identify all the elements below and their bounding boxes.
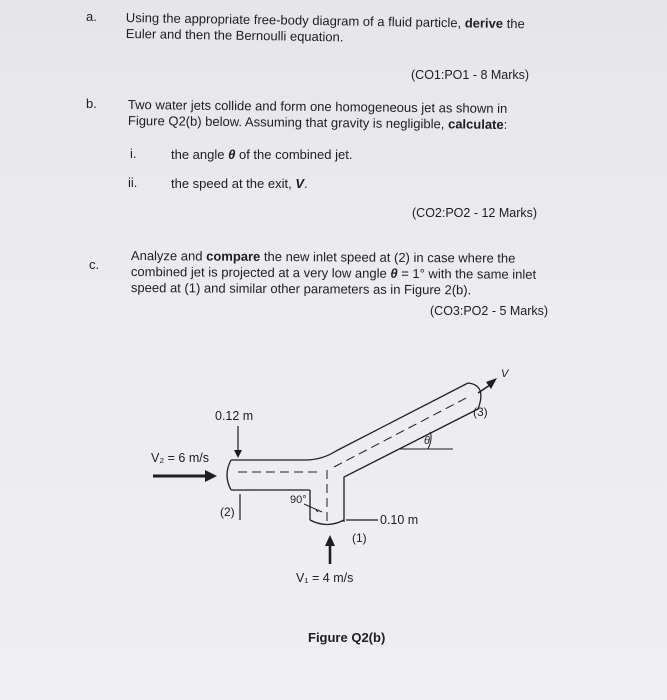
theta-symbol: θ bbox=[228, 147, 236, 162]
question-b-label: b. bbox=[86, 96, 97, 111]
pipe-vertical-right-wall bbox=[344, 409, 478, 522]
question-c-label: c. bbox=[89, 257, 100, 272]
question-a-label: a. bbox=[86, 9, 97, 24]
right-angle-mark bbox=[304, 504, 322, 512]
question-a-marks: (CO1:PO1 - 8 Marks) bbox=[411, 68, 530, 82]
question-a-text-end: the bbox=[502, 15, 525, 32]
question-b-text-end: : bbox=[503, 116, 508, 132]
label-v1: V₁ = 4 m/s bbox=[296, 571, 354, 585]
centerline-outlet bbox=[334, 396, 470, 467]
v1-arrow-head bbox=[325, 535, 335, 546]
question-c-line2-end: = 1° with the same inlet bbox=[397, 265, 537, 282]
label-theta: θ bbox=[424, 435, 430, 447]
question-a-keyword: derive bbox=[464, 15, 504, 31]
item1-text: the angle bbox=[171, 147, 229, 162]
question-c-line3: speed at (1) and similar other parameters as in Figure 2(b). bbox=[130, 280, 472, 298]
item1-text-end: of the combined jet. bbox=[235, 147, 353, 162]
label-inlet-1: (1) bbox=[352, 531, 367, 545]
label-inlet-2: (2) bbox=[220, 505, 235, 519]
pipe-inlet-opening bbox=[227, 460, 231, 490]
theta-symbol-c: θ bbox=[390, 265, 398, 281]
question-b-keyword: calculate bbox=[447, 116, 504, 132]
question-b-marks: (CO2:PO2 - 12 Marks) bbox=[412, 206, 538, 220]
question-b-item1-num: i. bbox=[130, 146, 137, 161]
label-90-deg: 90° bbox=[290, 494, 307, 506]
item2-text-end: . bbox=[303, 176, 308, 191]
question-b-line1: Two water jets collide and form one homogeneous jet as shown in bbox=[127, 97, 508, 116]
question-a-line2: Euler and then the Bernoulli equation. bbox=[125, 26, 344, 45]
label-outlet-3: (3) bbox=[473, 405, 488, 419]
question-b-text: Figure Q2(b) below. Assuming that gravity is negligible, bbox=[127, 113, 449, 132]
question-c-marks: (CO3:PO2 - 5 Marks) bbox=[430, 304, 549, 318]
pipe-upper-wall bbox=[231, 383, 468, 460]
label-0-12-m: 0.12 m bbox=[215, 409, 254, 423]
label-v2: V₂ = 6 m/s bbox=[151, 451, 209, 465]
dim-0-12-arrowhead bbox=[234, 450, 242, 458]
figure-caption: Figure Q2(b) bbox=[308, 630, 386, 645]
question-c-line2-text: combined jet is projected at a very low angle bbox=[130, 264, 391, 281]
question-c-keyword: compare bbox=[206, 248, 261, 264]
v2-arrow-head bbox=[205, 470, 217, 482]
label-0-10-m: 0.10 m bbox=[380, 513, 419, 527]
v-symbol: V bbox=[295, 176, 304, 191]
question-a-text: Using the appropriate free-body diagram of a fluid particle, bbox=[125, 10, 465, 31]
label-v-exit: V bbox=[501, 368, 509, 380]
question-b-item2-num: ii. bbox=[128, 175, 138, 190]
question-c-text-end: the new inlet speed at (2) in case where the bbox=[260, 248, 516, 266]
question-c-text: Analyze and bbox=[130, 248, 207, 264]
item2-text: the speed at the exit, bbox=[171, 176, 296, 191]
